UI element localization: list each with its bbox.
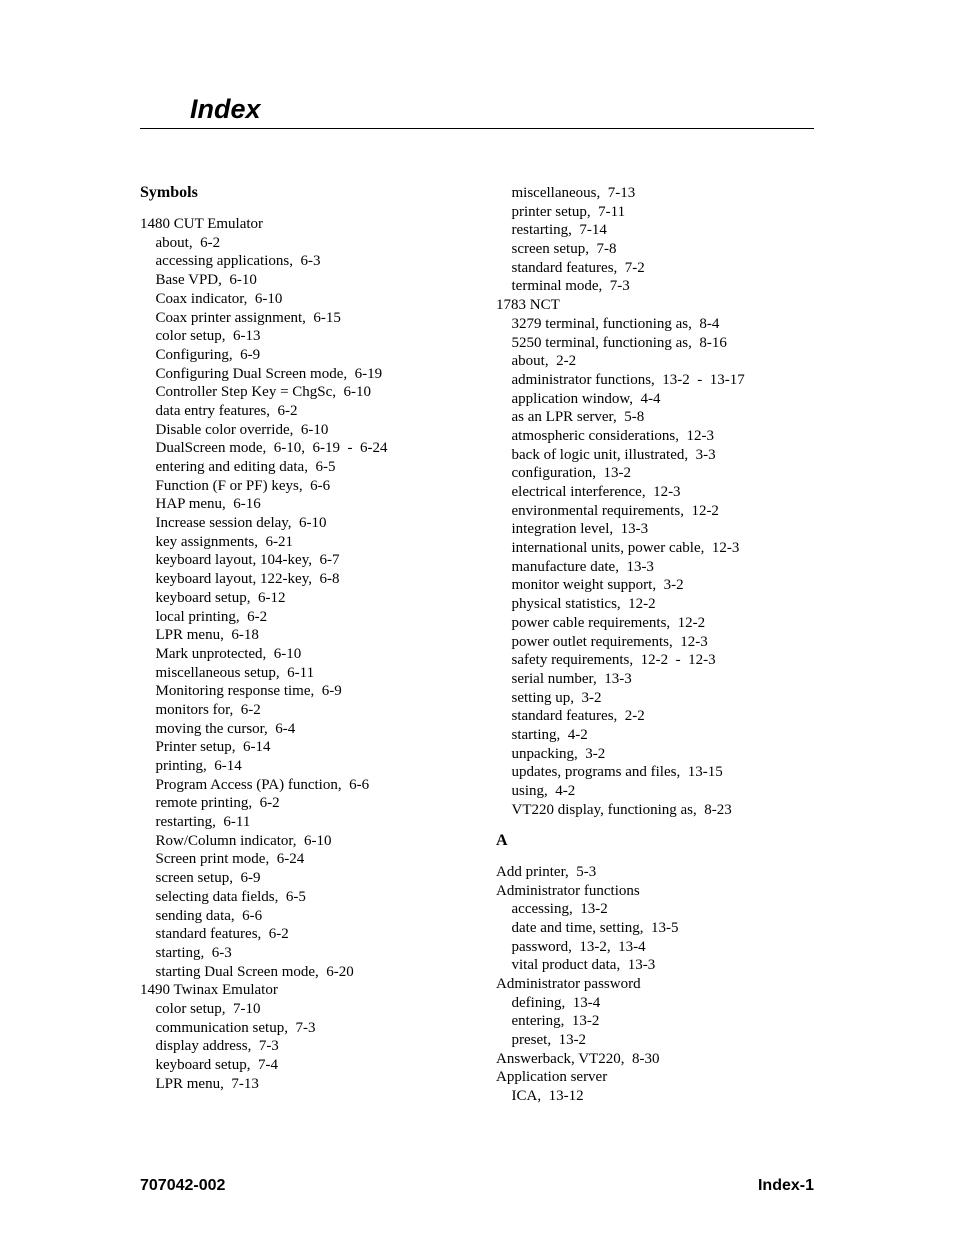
index-entry: Administrator functions: [496, 882, 640, 899]
index-subentry: preset, 13-2: [511, 1032, 587, 1049]
page-number: Index-1: [757, 1177, 814, 1194]
index-subentry: starting, 4-2: [511, 726, 588, 743]
index-subentry: sending data, 6-6: [155, 907, 263, 924]
index-subentry: ICA, 13-12: [511, 1088, 584, 1105]
index-subentry: starting, 6-3: [155, 944, 232, 961]
index-subentry: LPR menu, 6-18: [155, 627, 259, 644]
index-subentry: keyboard layout, 104-key, 6-7: [155, 552, 340, 569]
index-entry: Add printer, 5-3: [496, 863, 597, 880]
index-subentry: configuration, 13-2: [511, 465, 632, 482]
index-subentry: color setup, 6-13: [155, 328, 261, 345]
index-subentry: Program Access (PA) function, 6-6: [155, 776, 370, 793]
index-subentry: restarting, 6-11: [155, 814, 251, 831]
index-subentry: LPR menu, 7-13: [155, 1075, 259, 1092]
index-subentry: terminal mode, 7-3: [511, 278, 630, 295]
section-gap: [140, 203, 480, 215]
index-subentry: monitor weight support, 3-2: [511, 577, 684, 594]
title-rule: [140, 128, 814, 129]
index-subentry: entering and editing data, 6-5: [155, 459, 336, 476]
index-subentry: as an LPR server, 5-8: [511, 409, 645, 426]
index-subentry: standard features, 7-2: [511, 259, 645, 276]
index-subentry: HAP menu, 6-16: [155, 496, 261, 513]
index-subentry: power outlet requirements, 12-3: [511, 633, 708, 650]
index-subentry: vital product data, 13-3: [511, 957, 656, 974]
index-subentry: application window, 4-4: [511, 390, 661, 407]
index-subentry: Coax indicator, 6-10: [155, 290, 283, 307]
index-subentry: screen setup, 7-8: [511, 241, 617, 258]
index-subentry: safety requirements, 12-2 - 12-3: [511, 652, 716, 669]
index-subentry: keyboard layout, 122-key, 6-8: [155, 571, 340, 588]
index-subentry: standard features, 6-2: [155, 926, 289, 943]
index-subentry: international units, power cable, 12-3: [511, 540, 740, 557]
index-subentry: screen setup, 6-9: [155, 870, 261, 887]
index-subentry: keyboard setup, 6-12: [155, 589, 286, 606]
index-entry: Answerback, VT220, 8-30: [496, 1050, 660, 1067]
index-subentry: selecting data fields, 6-5: [155, 888, 306, 905]
index-subentry: DualScreen mode, 6-10, 6-19 - 6-24: [155, 440, 388, 457]
index-subentry: VT220 display, functioning as, 8-23: [511, 801, 732, 818]
index-subentry: moving the cursor, 6-4: [155, 720, 296, 737]
index-subentry: Disable color override, 6-10: [155, 421, 329, 438]
index-subentry: Printer setup, 6-14: [155, 739, 271, 756]
index-section-heading: A: [496, 831, 508, 849]
index-subentry: Increase session delay, 6-10: [155, 515, 327, 532]
index-column-right: [496, 184, 816, 1106]
index-subentry: using, 4-2: [511, 783, 576, 799]
index-subentry: atmospheric considerations, 12-3: [511, 427, 714, 444]
index-subentry: administrator functions, 13-2 - 13-17: [511, 371, 745, 388]
index-subentry: entering, 13-2: [511, 1013, 600, 1030]
index-subentry: data entry features, 6-2: [155, 402, 298, 419]
index-entry: Administrator password: [496, 975, 641, 992]
index-subentry: Configuring, 6-9: [155, 346, 261, 363]
index-subentry: manufacture date, 13-3: [511, 558, 654, 575]
index-subentry: about, 2-2: [511, 353, 577, 370]
index-entry: 1783 NCT: [496, 297, 560, 314]
index-subentry: Function (F or PF) keys, 6-6: [155, 477, 331, 494]
index-subentry: unpacking, 3-2: [511, 745, 606, 762]
index-section-heading: Symbols: [140, 184, 198, 201]
index-subentry: password, 13-2, 13-4: [511, 938, 646, 955]
index-subentry: monitors for, 6-2: [155, 701, 261, 718]
index-subentry: environmental requirements, 12-2: [511, 502, 719, 519]
page-title: Index: [190, 94, 261, 124]
index-subentry: printer setup, 7-11: [511, 203, 626, 220]
index-subentry: back of logic unit, illustrated, 3-3: [511, 446, 716, 463]
index-subentry: Screen print mode, 6-24: [155, 851, 305, 868]
index-subentry: about, 6-2: [155, 234, 221, 251]
index-subentry: accessing applications, 6-3: [155, 253, 321, 270]
index-subentry: 3279 terminal, functioning as, 8-4: [511, 315, 720, 332]
index-subentry: communication setup, 7-3: [155, 1019, 316, 1036]
index-subentry: electrical interference, 12-3: [511, 484, 681, 500]
index-subentry: Base VPD, 6-10: [155, 272, 257, 289]
index-column-left: [140, 184, 480, 1093]
index-subentry: defining, 13-4: [511, 994, 601, 1011]
document-number: 707042-002: [140, 1177, 226, 1194]
index-entry: Application server: [496, 1069, 608, 1086]
index-subentry: serial number, 13-3: [511, 670, 632, 687]
index-entry: 1490 Twinax Emulator: [140, 982, 278, 999]
index-subentry: 5250 terminal, functioning as, 8-16: [511, 334, 727, 351]
index-subentry: Coax printer assignment, 6-15: [155, 309, 341, 326]
index-subentry: Monitoring response time, 6-9: [155, 683, 342, 700]
index-subentry: miscellaneous, 7-13: [511, 185, 636, 201]
index-subentry: starting Dual Screen mode, 6-20: [155, 963, 354, 980]
section-gap: [496, 850, 816, 862]
index-subentry: local printing, 6-2: [155, 608, 268, 625]
index-subentry: date and time, setting, 13-5: [511, 919, 679, 936]
index-subentry: restarting, 7-14: [511, 222, 607, 239]
index-subentry: physical statistics, 12-2: [511, 596, 656, 613]
index-subentry: integration level, 13-3: [511, 521, 649, 538]
section-gap: [496, 819, 816, 831]
index-subentry: keyboard setup, 7-4: [155, 1057, 278, 1074]
index-subentry: color setup, 7-10: [155, 1000, 261, 1017]
index-subentry: accessing, 13-2: [511, 901, 608, 918]
index-subentry: power cable requirements, 12-2: [511, 614, 706, 631]
index-subentry: updates, programs and files, 13-15: [511, 764, 723, 781]
index-subentry: Mark unprotected, 6-10: [155, 645, 302, 662]
index-subentry: printing, 6-14: [155, 758, 242, 775]
index-subentry: standard features, 2-2: [511, 708, 645, 725]
index-subentry: setting up, 3-2: [511, 689, 602, 706]
index-subentry: Configuring Dual Screen mode, 6-19: [155, 365, 383, 382]
index-subentry: remote printing, 6-2: [155, 795, 280, 812]
index-subentry: display address, 7-3: [155, 1038, 279, 1055]
index-subentry: Controller Step Key = ChgSc, 6-10: [155, 384, 372, 401]
index-subentry: miscellaneous setup, 6-11: [155, 664, 315, 681]
index-subentry: key assignments, 6-21: [155, 533, 293, 550]
index-subentry: Row/Column indicator, 6-10: [155, 832, 332, 849]
index-entry: 1480 CUT Emulator: [140, 216, 264, 233]
